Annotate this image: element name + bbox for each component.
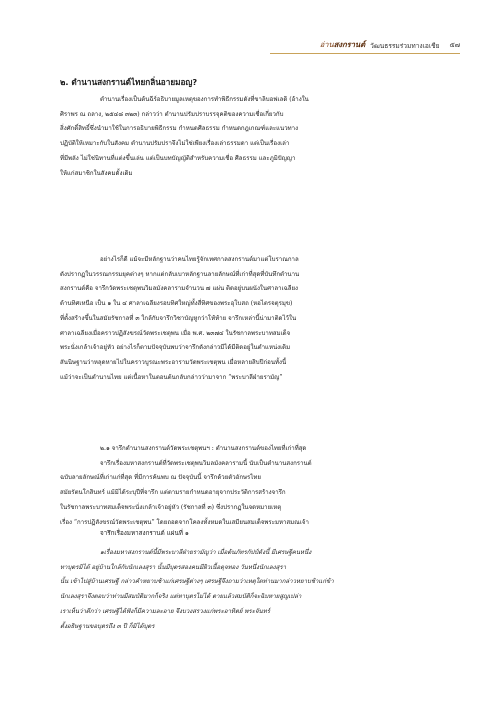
paragraph-line: ตำนานเรื่องเป็นต้นฉีร์อธิบายมูลเหตุของการทำพิธีกรรมดังที่ขาลิบอฟเลดิ (อ้างใน [100, 96, 309, 103]
subsection-title: ๒.๑ จารึกตำนานสงกรานต์วัดพระเชตุพนฯ : ตำนานสงกรานต์ของไทยที่เก่าที่สุด [100, 445, 307, 452]
header-divider [270, 53, 460, 54]
quote-line: เราเห็นว่าดีกว่า เศรษฐีได้ฟังก็มีความละอาย จึงบวงสรวงแก่พระอาทิตย์ พระจันทร์ [60, 607, 271, 615]
paragraph-line: สมัยรัตนโกสินทร์ แม้มิได้ระบุปีที่จารึก แต่ตามรายกำหนดอายุจากประวัติการสร้างจารึก [60, 489, 286, 497]
paragraph-3 [60, 442, 447, 530]
quote-line: นั้น เข้าไปสู่บ้านเศรษฐี กล่าวคำหยาบช้าแก่เศรษฐีต่างๆ เศรษฐีจึงถามว่าเหตุใดท่านมากล่าวหยาบช้าแก่ข้า [60, 578, 334, 586]
quote-line: นักเลงสุราจึงตอบว่าท่านมีสมบัติมากก็จริง แต่หาบุตรไม่ได้ ตายแล้วสมบัติก็จะฉิบหายสูญเปล่า [60, 593, 302, 601]
paragraph-2 [60, 253, 447, 385]
paragraph-line: จารึกเรื่องมหาสงกรานต์ที่วัดพระเชตุพนวิมลมังคลารามนี้ นับเป็นตำนานสงกรานต์ [100, 459, 312, 467]
page-number: ๕๗ [449, 40, 460, 49]
paragraph-line: อย่างไรก็ดี แม้จะมีหลักฐานว่าคนไทยรู้จักเทศกาลสงกรานต์มาแต่โบราณกาล [100, 256, 299, 263]
inscription-heading [60, 527, 447, 542]
paragraph-line: เรื่อง “การปฏิสังขรณ์วัดพระเชตุพน” โดยถอดจากโคลงทั้งหมดในเสมียนสมเด็จพระมหาสมณเจ้า [60, 518, 309, 526]
paragraph-line: สงกรานต์คือ จารึกวัดพระเชตุพนวิมลมังคลารามจำนวน ๗ แผ่น ติดอยู่บนผนังในศาลาเฉลียง [60, 285, 299, 293]
header-brand-word: สงกรานต์ [333, 40, 366, 49]
paragraph-line: สิ่งศักดิ์สิทธิ์ซึ่งนำมาใช้ในการอธิบายพิธีกรรม กำหนดศีลธรรม กำหนดกฎเกณฑ์และแนวทาง [60, 125, 299, 133]
paragraph-line: ให้แก่สมาชิกในสังคมดั้งเดิม [60, 169, 133, 177]
paragraph-line: ฉบับลายลักษณ์ที่เก่าแก่ที่สุด ที่มีการค้นพบ ณ ปัจจุบันนี้ จารึกด้วยตัวอักษรไทย [60, 474, 261, 482]
running-header [238, 38, 460, 52]
header-brand-lead: อ่าน [319, 40, 334, 49]
paragraph-line: ดังปรากฏในวรรณกรรมยุคต่างๆ หากแต่กลับเบาหลักฐานลายลักษณ์ที่เก่าที่สุดที่บันทึกตำนาน [60, 270, 300, 278]
header-subtitle: วัฒนธรรมร่วมทางเอเชีย [370, 41, 440, 50]
paragraph-line: ปฏิบัติให้เหมาะกับในสังคม ตำนานปรัมปราจึงไม่ใช่เพียงเรื่องเล่าธรรมดา แต่เป็นเรื่องเล่า [60, 140, 290, 148]
quote-line: ตั้งอธิษฐานขอบุตรถึง ๓ ปี ก็มิได้บุตร [60, 622, 155, 630]
quote-line: ทาบุตรมิได้ อยู่บ้านใกล้กับนักเลงสุรา นั้นมีบุตรสองคนมีผิวเนื้อดุจทอง วันหนึ่งนักเลงสุรา [60, 563, 287, 571]
header-brand [320, 39, 365, 51]
paragraph-1 [60, 93, 447, 181]
paragraph-line: ศิราพร ณ ถลาง, ๒๕๔๘ ๓๒๓) กล่าวว่า ตำนานปรัมปราบรรจุคติของความเชื่อเกี่ยวกับ [60, 110, 284, 118]
quote-line: ๑เรื่องมหาสงกรานต์นี้มีพระบาลีฝ่ายรามัญว่า เมื่อต้นภัทรกัปป์ดังนี้ มีเศรษฐีคนหนึ่ง [100, 549, 312, 556]
inscription-title: จารึกเรื่องมหาสงกรานต์ แผ่นที่ ๑ [100, 530, 189, 537]
paragraph-line: ในรัชกาลพระบาทสมเด็จพระนั่งเกล้าเจ้าอยู่หัว (รัชกาลที่ ๓) ซึ่งปรากฏในจดหมายเหตุ [60, 503, 282, 511]
section-heading: ๒. ตำนานสงกรานต์ไทยกลิ่นอายมอญ? [60, 77, 198, 87]
paragraph-line: พระนั่งเกล้าเจ้าอยู่หัว อย่างไรก็ตามปัจจุบันพบว่าจารึกดังกล่าวมีได้มีติดอยู่ในตำแหน่งเดิม [60, 344, 291, 352]
paragraph-line: แม้ว่าจะเป็นตำนานไทย แต่เนื้อหาในตอนต้นกลับกล่าวว่ามาจาก “พระบาลีฝ่ายรามัญ” [60, 373, 283, 381]
paragraph-line: ที่มีพลัง ไม่ใช่นิทานที่แต่งขึ้นเล่น แต่เป็นบทบัญญัติสำหรับความเชื่อ ศีลธรรม และภูมิปัญญา [60, 154, 296, 162]
paragraph-line: ที่ตั้งสร้างขึ้นในสมัยรัชกาลที่ ๓ ใกล้กับจารึกวิชาบัญหูกว่าโท้ท้าย จารึกเหล่านี้น่ามาติดไว้ใน [60, 314, 297, 322]
paragraph-line: สันนิษฐานว่าหลุดหายไปในคราวบูรณะพระอารามวัดพระเชตุพน เมื่อหลายสิบปีก่อนทั้งนี้ [60, 358, 287, 366]
paragraph-line: ด้านทิศเหนือ เป็น ๑ ใน ๔ ศาลาเฉลียงรอบทิศใหญ่ทั้งสี่ทิศของพระอุโบสถ (หอไตรจตุรมุข) [60, 300, 293, 308]
paragraph-line: ศาลาเฉลียงเมื่อคราวปฏิสังขรณ์วัดพระเชตุพน เมื่อ พ.ศ. ๒๓๗๔ ในรัชกาลพระบาทสมเด็จ [60, 329, 291, 337]
inscription-quote [60, 546, 452, 634]
